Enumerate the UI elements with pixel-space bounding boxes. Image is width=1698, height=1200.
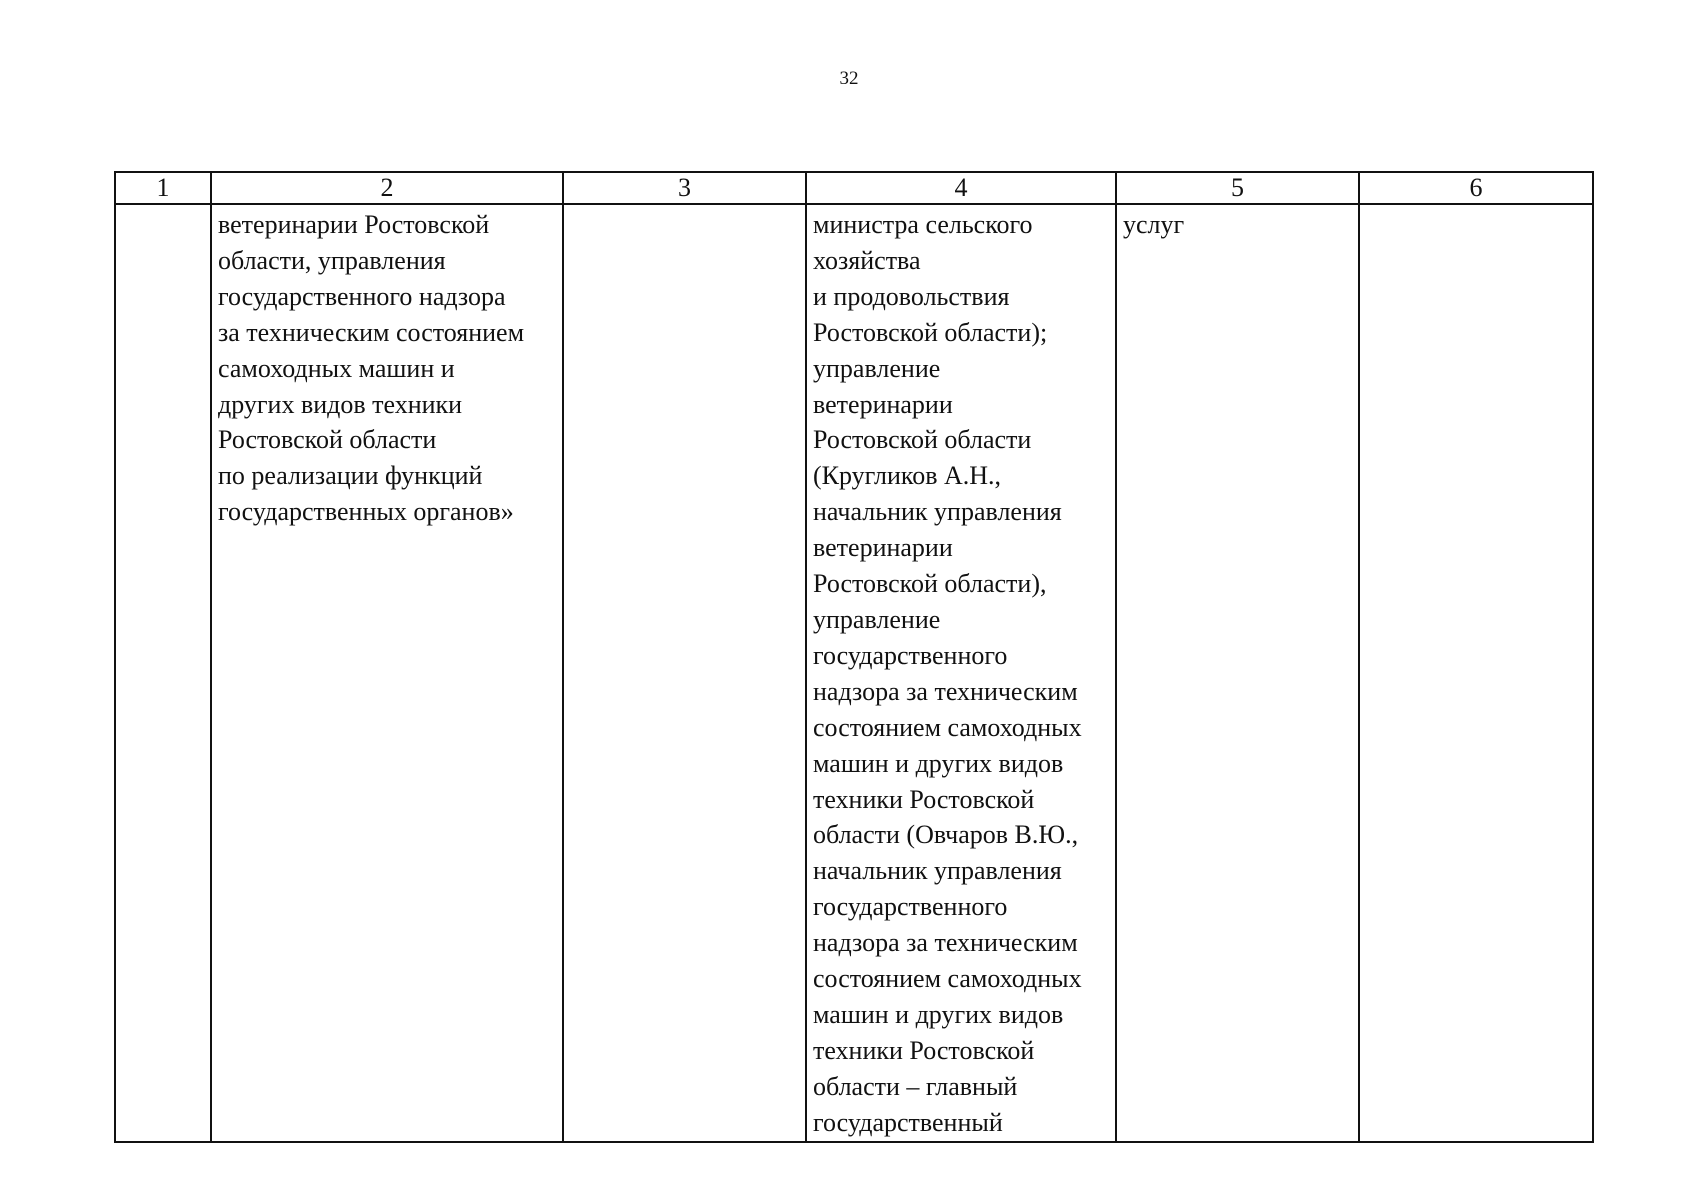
cell-text-line: Ростовской области), xyxy=(813,569,1047,599)
cell-text-line: других видов техники xyxy=(218,389,463,419)
cell-text-line: министра сельского xyxy=(813,210,1033,239)
cell-text-line: состоянием самоходных xyxy=(813,712,1082,742)
cell-text-line: управление xyxy=(813,353,941,383)
header-cell-1: 1 xyxy=(115,172,211,204)
cell-text-line: хозяйства xyxy=(813,245,921,275)
cell-text-line: области, управления xyxy=(218,245,446,275)
cell-text-line: государственных органов» xyxy=(218,497,514,527)
document-table xyxy=(114,171,1594,1143)
cell-text-line: ветеринарии Ростовской xyxy=(218,210,490,239)
header-cell-4: 4 xyxy=(806,172,1116,204)
table-row xyxy=(115,204,1593,1142)
row-cell-3 xyxy=(563,204,806,1142)
cell-text-line: за техническим состоянием xyxy=(218,317,525,347)
header-cell-3: 3 xyxy=(563,172,806,204)
cell-text-line: техники Ростовской xyxy=(813,784,1035,814)
cell-text-line: государственного xyxy=(813,892,1008,922)
cell-text-line: ветеринарии xyxy=(813,533,953,563)
cell-text-line: по реализации функций xyxy=(218,461,483,491)
cell-text-line: ветеринарии xyxy=(813,389,953,419)
table-header-row xyxy=(115,172,1593,204)
cell-text-line: государственного xyxy=(813,640,1008,670)
header-cell-6: 6 xyxy=(1359,172,1593,204)
cell-text-line: государственного надзора xyxy=(218,281,506,311)
cell-text-line: управление xyxy=(813,604,941,634)
cell-text-line: начальник управления xyxy=(813,856,1062,886)
header-cell-5: 5 xyxy=(1116,172,1359,204)
cell-text-line: (Кругликов А.Н., xyxy=(813,461,1002,491)
cell-text-line: надзора за техническим xyxy=(813,676,1078,706)
cell-text-line: машин и других видов xyxy=(813,748,1064,778)
row-cell-1 xyxy=(115,204,211,1142)
cell-text-line: техники Ростовской xyxy=(813,1035,1035,1065)
cell-text-line: государственный xyxy=(813,1107,1003,1137)
row-cell-4 xyxy=(806,204,1116,1142)
header-cell-2: 2 xyxy=(211,172,563,204)
cell-text-line: Ростовской области); xyxy=(813,317,1048,347)
cell-text-line: машин и других видов xyxy=(813,999,1064,1029)
cell-text-line: области – главный xyxy=(813,1071,1018,1101)
cell-text-line: самоходных машин и xyxy=(218,353,455,383)
row-cell-2 xyxy=(211,204,563,1142)
cell-text-line: услуг xyxy=(1123,210,1185,239)
cell-text-line: Ростовской области xyxy=(218,425,437,455)
cell-text-line: надзора за техническим xyxy=(813,928,1078,958)
cell-text-line: Ростовской области xyxy=(813,425,1032,455)
row-cell-5 xyxy=(1116,204,1359,1142)
cell-text-line: начальник управления xyxy=(813,497,1062,527)
cell-text-line: и продовольствия xyxy=(813,281,1010,311)
row-cell-6 xyxy=(1359,204,1593,1142)
cell-text-line: состоянием самоходных xyxy=(813,964,1082,994)
cell-text-line: области (Овчаров В.Ю., xyxy=(813,820,1079,850)
page-number: 32 xyxy=(839,68,859,89)
